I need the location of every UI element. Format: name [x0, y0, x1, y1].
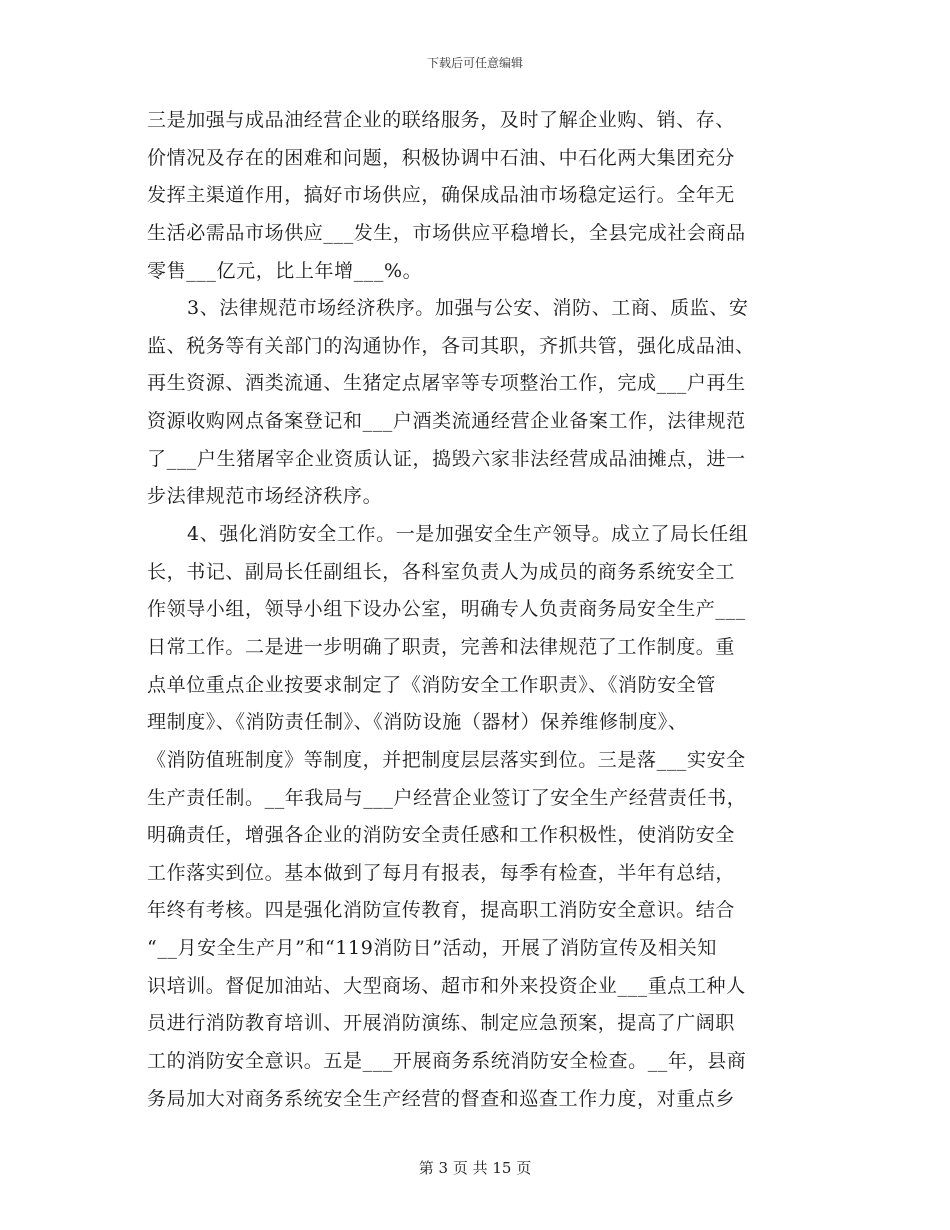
body-line-paragraph-start: 4、强化消防安全工作。一是加强安全生产领导。成立了局长任组 — [187, 523, 749, 546]
body-line: 理制度》、《消防责任制》、《消防设施（器材）保养维修制度》、 — [147, 711, 688, 734]
body-line: 了___户生猪屠宰企业资质认证，捣毁六家非法经营成品油摊点，进一 — [147, 447, 746, 470]
body-line: 生产责任制。__年我局与___户经营企业签订了安全生产经营责任书， — [147, 786, 747, 809]
body-line: 发挥主渠道作用，搞好市场供应，确保成品油市场稳定运行。全年无 — [147, 184, 736, 207]
body-line: 作领导小组，领导小组下设办公室，明确专人负责商务局安全生产___ — [147, 598, 746, 621]
body-line: 三是加强与成品油经营企业的联络服务，及时了解企业购、销、存、 — [147, 109, 736, 131]
body-line: 再生资源、酒类流通、生猪定点屠宰等专项整治工作，完成___户再生 — [147, 372, 746, 395]
body-line: 工的消防安全意识。五是___开展商务系统消防安全检查。__年，县商 — [147, 1050, 747, 1073]
document-body — [147, 102, 807, 1118]
body-line: 员进行消防教育培训、开展消防演练、制定应急预案，提高了广阔职 — [147, 1012, 736, 1035]
body-line: 监、税务等有关部门的沟通协作，各司其职，齐抓共管，强化成品油、 — [147, 334, 755, 357]
body-line: 务局加大对商务系统安全生产经营的督查和巡查工作力度，对重点乡 — [147, 1087, 736, 1110]
body-line: 《消防值班制度》等制度，并把制度层层落实到位。三是落___实安全 — [147, 748, 746, 771]
body-line: 零售___亿元，比上年增___%。 — [147, 259, 423, 282]
body-line: 明确责任，增强各企业的消防安全责任感和工作积极性，使消防安全 — [147, 824, 736, 847]
body-line: “__月安全生产月”和“119消防日”活动，开展了消防宣传及相关知 — [147, 937, 717, 960]
page-header-note: 下载后可任意编辑 — [426, 56, 523, 70]
body-line: 价情况及存在的困难和问题，积极协调中石油、中石化两大集团充分 — [147, 146, 736, 169]
body-line: 生活必需品市场供应___发生，市场供应平稳增长，全县完成社会商品 — [147, 221, 746, 244]
body-line: 年终有考核。四是强化消防宣传教育，提高职工消防安全意识。结合 — [147, 899, 736, 922]
body-line: 资源收购网点备案登记和___户酒类流通经营企业备案工作，法律规范 — [147, 410, 746, 433]
page-number: 第 3 页 共 15 页 — [418, 1159, 532, 1177]
body-line: 步法律规范市场经济秩序。 — [147, 485, 383, 508]
body-line: 识培训。督促加油站、大型商场、超市和外来投资企业___重点工种人 — [147, 974, 746, 997]
body-line: 工作落实到位。基本做到了每月有报表，每季有检查，半年有总结， — [147, 861, 736, 884]
body-line: 日常工作。二是进一步明确了职责，完善和法律规范了工作制度。重 — [147, 635, 736, 658]
body-line: 长，书记、副局长任副组长，各科室负责人为成员的商务系统安全工 — [147, 560, 736, 583]
body-line-paragraph-start: 3、法律规范市场经济秩序。加强与公安、消防、工商、质监、安 — [187, 297, 749, 320]
body-line: 点单位重点企业按要求制定了《消防安全工作职责》、《消防安全管 — [147, 673, 717, 696]
